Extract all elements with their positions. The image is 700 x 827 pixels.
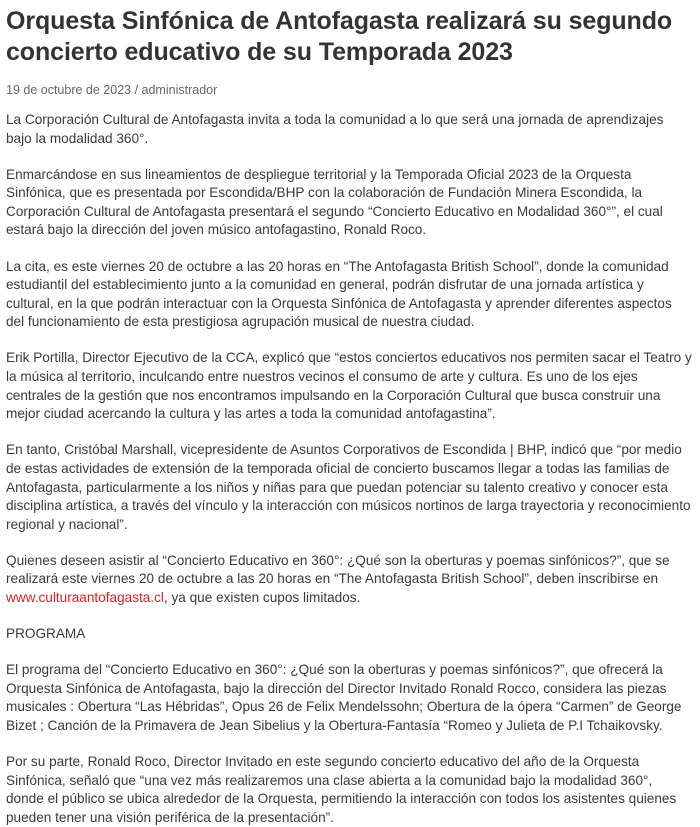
- article-title: Orquesta Sinfónica de Antofagasta realizará su segundo concierto educativo de su Temporada 2023: [6, 7, 673, 66]
- paragraph-intro: La Corporación Cultural de Antofagasta invita a toda la comunidad a lo que será una jornada de aprendizajes bajo la modalidad 360°.: [6, 112, 664, 146]
- paragraph-marshall-quote: En tanto, Cristóbal Marshall, vicepresidente de Asuntos Corporativos de Escondida | BHP, indicó que “por medio de estas actividades de extensión de la temporada oficial de concierto buscamos llegar a todas las familias de Antofagasta, particularmente a los niños y niñas para que puedan potenciar su talento creativo y conocer esta disciplina artística, a través del vínculo y la interacción con músicos nortinos de larga trayectoria y reconocimiento regional y nacional”.: [6, 442, 691, 532]
- paragraph-event-details: La cita, es este viernes 20 de octubre a las 20 horas en “The Antofagasta British School”, donde la comunidad estudiantil del establecimiento junto a la comunidad en general, podrán disfrutar de una jornada artística y cultural, en la que podrán interactuar con la Orquesta Sinfónica de Antofagasta y aprender diferentes aspectos del funcionamiento de esta prestigiosa agrupación musical de nuestra ciudad.: [6, 258, 672, 330]
- meta-separator: /: [131, 83, 142, 97]
- paragraph-programa: El programa del “Concierto Educativo en 360°: ¿Qué son la oberturas y poemas sinfónicos?”, que ofrecerá la Orquesta Sinfónica de Antofagasta, bajo la dirección del Director Invitado Ronald Rocco, considera las piezas musicales : Obertura “Las Hébridas”, Opus 26 de Felix Mendelssohn; Obertura de la ópera “Carmen” de George Bizet ; Canción de la Primavera de Jean Sibelius y la Obertura-Fantasía “Romeo y Julieta de P.I Tchaikovsky.: [6, 662, 682, 733]
- post-date: 19 de octubre de 2023: [6, 83, 132, 97]
- paragraph-registration: [6, 552, 692, 608]
- registration-text-after: , ya que existen cupos limitados.: [163, 589, 361, 605]
- registration-text-before: Quienes deseen asistir al “Concierto Educativo en 360°: ¿Qué son la oberturas y poemas sinfónicos?”, que se realizará este viernes 20 de octubre a las 20 horas en “The Antofagasta British School”, deben inscribirse en: [6, 552, 670, 587]
- article-body: [6, 111, 692, 827]
- author-link[interactable]: administrador: [141, 83, 218, 97]
- paragraph-roco-quote: Por su parte, Ronald Roco, Director Invitado en este segundo concierto educativo del año de la Orquesta Sinfónica, señaló que “una vez más realizaremos una clase abierta a la comunidad bajo la modalidad 360°, donde el público se ubica alrededor de la Orquesta, permitiendo la interacción con todos los asistentes quienes pueden tener una visión periférica de la presentación”.: [6, 754, 677, 825]
- paragraph-context: Enmarcándose en sus lineamientos de despliegue territorial y la Temporada Oficial 2023 de la Orquesta Sinfónica, que es presentada por Escondida/BHP con la colaboración de Fundación Minera Escondida, la Corporación Cultural de Antofagasta presentará el segundo “Concierto Educativo en Modalidad 360°”, el cual estará bajo la dirección del joven músico antofagastino, Ronald Roco.: [6, 166, 663, 238]
- programa-heading: PROGRAMA: [6, 626, 86, 642]
- registration-link[interactable]: www.culturaantofagasta.cl: [6, 589, 164, 605]
- paragraph-portilla-quote: Erik Portilla, Director Ejecutivo de la CCA, explicó que “estos conciertos educativos nos permiten sacar el Teatro y la música al territorio, inculcando entre nuestros vecinos el consumo de arte y cultura. Es uno de los ejes centrales de la gestión que nos encontramos impulsando en la Corporación Cultural que busca construir una mejor ciudad acercando la cultura y las artes a toda la comunidad antofagastina”.: [6, 350, 692, 422]
- post-meta: [6, 81, 692, 99]
